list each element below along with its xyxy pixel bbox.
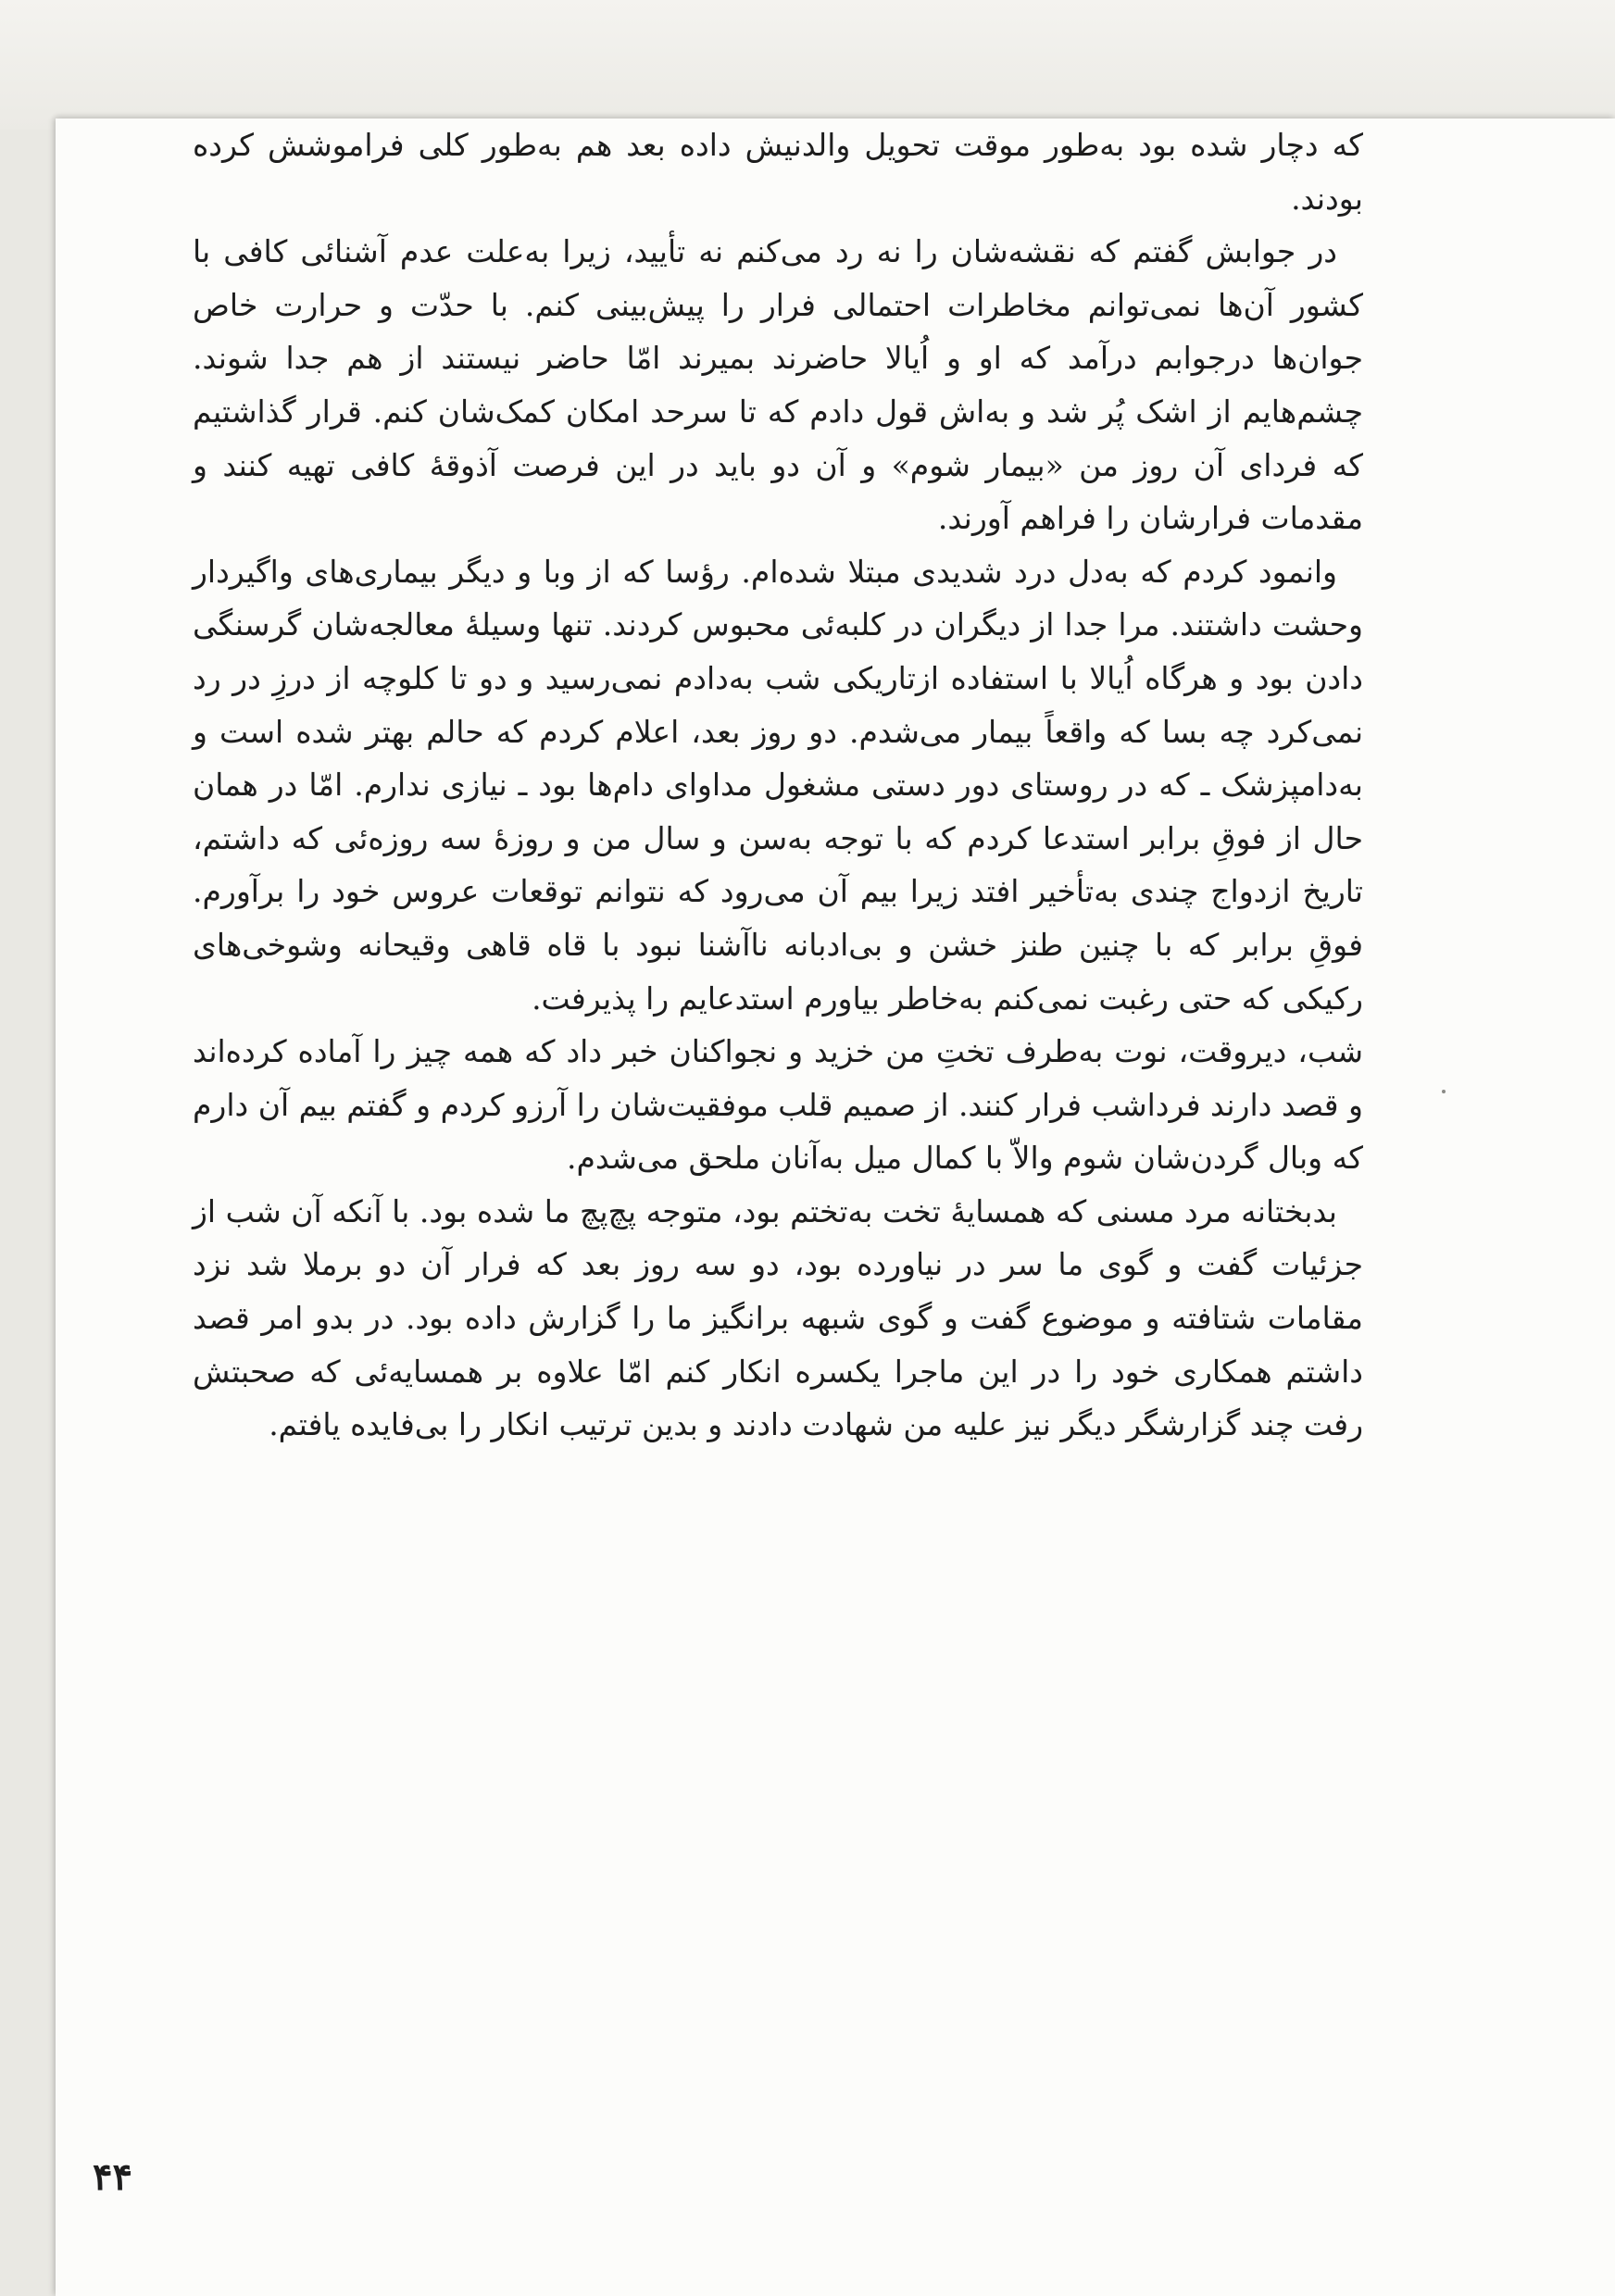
paragraph: شب، دیروقت، نوت به‌طرف تختِ من خزید و نجواکنان خبر داد که همه چیز را آماده کرده‌اند و قصد دارند فرداشب فرار کنند. از صمیم قلب موفقیت‌شان را آرزو کردم و گفتم بیم آن دارم که وبال گردن‌شان شوم والاّ با کمال میل به‌آنان ملحق می‌شدم. bbox=[193, 1033, 1363, 1177]
body-text bbox=[193, 119, 1363, 1452]
paper-speck bbox=[1442, 1090, 1446, 1093]
paragraph: بدبختانه مرد مسنی که همسایهٔ تخت به‌تختم بود، متوجه پچ‌پچ ما شده بود. با آنکه آن شب از جزئیات گفت و گوی ما سر در نیاورده بود، دو سه روز بعد که فرار آن دو برملا شد نزد مقامات شتافته و موضوع گفت و گوی شبهه برانگیز ما را گزارش داده بود. در بدو امر قصد داشتم همکاری خود را در این ماجرا یکسره انکار کنم امّا علاوه بر همسایه‌ئی که صحبتش رفت چند گزارشگر دیگر نیز علیه من شهادت دادند و بدین ترتیب انکار را بی‌فایده یافتم. bbox=[193, 1192, 1363, 1443]
paragraph: در جوابش گفتم که نقشه‌شان را نه رد می‌کنم نه تأیید، زیرا به‌علت عدم آشنائی کافی با کشور آن‌ها نمی‌توانم مخاطرات احتمالی فرار را پیش‌بینی کنم. با حدّت و حرارت خاص جوان‌ها درجوابم درآمد که او و اُیالا حاضرند بمیرند امّا حاضر نیستند از هم جدا شوند. چشم‌هایم از اشک پُر شد و به‌اش قول دادم که تا سرحد امکان کمک‌شان کنم. قرار گذاشتیم که فردای آن روز من «بیمار شوم» و آن دو باید در این فرصت آذوقهٔ کافی تهیه کنند و مقدمات فرارشان را فراهم آورند. bbox=[193, 233, 1363, 537]
paragraph: که دچار شده بود به‌طور موقت تحویل والدنیش داده بعد هم به‌طور کلی فراموشش کرده بودند. bbox=[193, 127, 1363, 217]
scan-top-margin bbox=[0, 0, 1615, 130]
paragraph: وانمود کردم که به‌دل درد شدیدی مبتلا شده‌ام. رؤسا که از وبا و دیگر بیماری‌های واگیردار وحشت داشتند. مرا جدا از دیگران در کلبه‌ئی محبوس کردند. تنها وسیلهٔ معالجه‌شان گرسنگی دادن بود و هرگاه اُیالا با استفاده ازتاریکی شب به‌دادم نمی‌رسید و دو تا کلوچه از درزِ در رد نمی‌کرد چه بسا که واقعاً بیمار می‌شدم. دو روز بعد، اعلام کردم که حالم بهتر شده است و به‌دامپزشک ـ که در روستای دور دستی مشغول مداوای دام‌ها بود ـ نیازی ندارم. امّا در همان حال از فوقِ برابر استدعا کردم که با توجه به‌سن و سال من و روزهٔ سه روزه‌ئی که داشتم، تاریخ ازدواج چندی به‌تأخیر افتد زیرا بیم آن می‌رود که نتوانم توقعات عروس خود را برآورم. فوقِ برابر که با چنین طنز خشن و بی‌ادبانه ناآشنا نبود با قاه قاهی وقیحانه وشوخی‌های رکیکی که حتی رغبت نمی‌کنم به‌خاطر بیاورم استدعایم را پذیرفت. bbox=[193, 553, 1363, 1017]
page-number: ۴۴ bbox=[93, 2155, 132, 2199]
